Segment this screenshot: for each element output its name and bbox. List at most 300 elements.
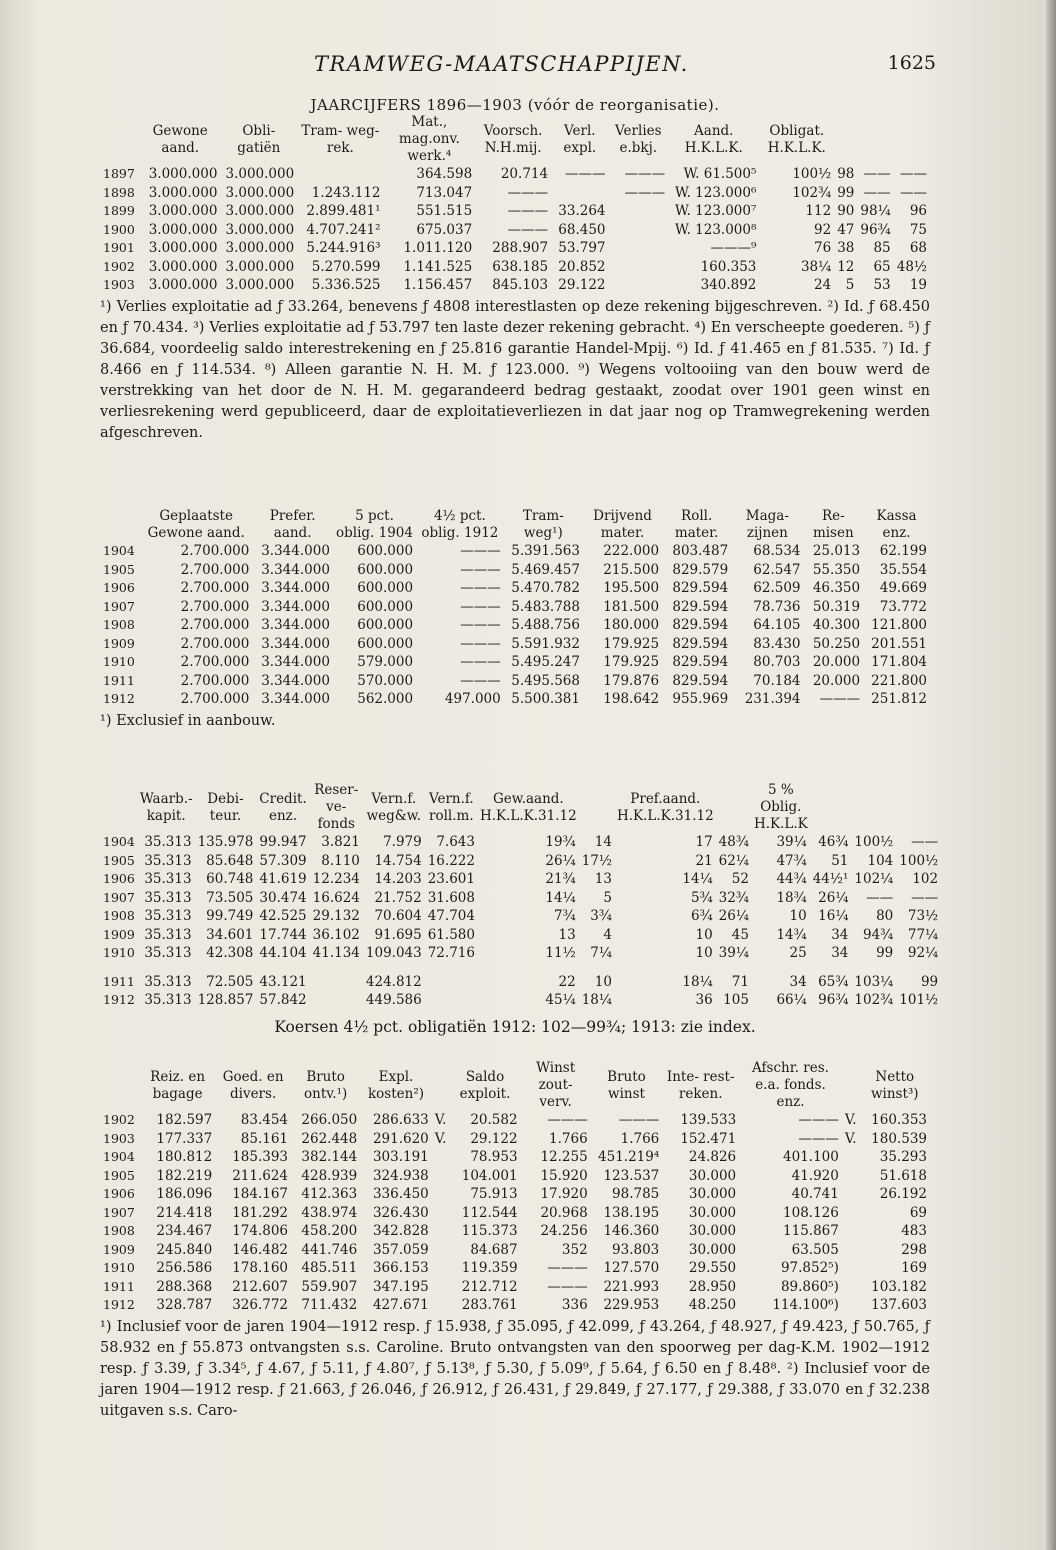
table1-cell: W. 123.000⁸	[675, 221, 757, 238]
table1-cell: 5.244.916³	[306, 240, 381, 256]
results-1902-1912-section	[100, 1060, 930, 1422]
table1-cell: 3.000.000	[225, 184, 295, 201]
table3-row	[100, 870, 941, 889]
table2-row	[100, 672, 930, 691]
table4-cell: 427.671	[372, 1297, 429, 1313]
table4-cell: 441.746	[301, 1241, 358, 1258]
table2-cell: 2.700.000	[180, 635, 250, 652]
table3-cell: 35.313	[144, 973, 192, 990]
table1-cell: 68	[909, 240, 927, 256]
table3-cell: 16.222	[427, 852, 475, 869]
table3-cell: 14¾	[776, 926, 807, 943]
table3-cell: 51	[831, 852, 849, 869]
table3-cell: 94¾	[863, 926, 894, 943]
table1-cell: 160.353	[700, 258, 757, 275]
table1-header: Obli- gatiën	[237, 122, 281, 156]
table4-cell: 35.293	[879, 1149, 927, 1165]
table2-cell: 5.495.247	[511, 654, 580, 670]
table1-cell: 3.000.000	[148, 240, 218, 256]
table4-cell: V.	[844, 1112, 857, 1128]
table1-cell: 33.264	[558, 203, 606, 219]
table1-cell: 38	[837, 240, 855, 256]
table4-cell: 326.772	[232, 1297, 289, 1313]
table2-cell: 562.000	[357, 691, 414, 707]
table4-cell: 177.337	[156, 1130, 213, 1147]
table2-cell: 5.500.381	[511, 691, 580, 707]
table3-cell: 45	[731, 926, 749, 943]
table2-cell: 2.700.000	[180, 561, 250, 578]
table4-cell: 366.153	[372, 1260, 429, 1276]
table4-cell	[432, 1148, 450, 1167]
table1-cell: 638.185	[492, 258, 549, 275]
table3-cell: 34	[831, 945, 849, 961]
table1-header: Gewone aand.	[152, 122, 208, 156]
table3-cell: 7.643	[436, 834, 475, 850]
table3-cell: 52	[731, 871, 749, 887]
table1-header: Voorsch. N.H.mij.	[483, 122, 543, 156]
table3-cell: 104	[867, 852, 894, 869]
table2-cell: 171.804	[871, 654, 927, 670]
table1-year-cell: 1898	[103, 184, 135, 200]
table4-cell: 347.195	[372, 1278, 429, 1295]
table1-cell	[297, 165, 383, 184]
table3-cell: 96¾	[818, 992, 849, 1008]
table4-header: Afschr. res. e.a. fonds. enz.	[752, 1060, 829, 1110]
table4-year-cell: 1908	[103, 1223, 135, 1238]
table3-cell: 36.102	[312, 926, 360, 943]
table1-cell: 3.000.000	[225, 166, 295, 182]
table2-year-cell: 1908	[103, 617, 135, 632]
table3-year-cell: 1908	[103, 908, 135, 923]
table4-cell: 51.618	[879, 1167, 927, 1184]
table3-cell: 21.752	[374, 889, 422, 906]
table2-year-cell: 1909	[103, 635, 135, 651]
table4-cell: 212.712	[461, 1278, 518, 1295]
table3-cell: 41.134	[312, 945, 360, 961]
table4-cell: 84.687	[470, 1241, 518, 1258]
table4-cell: ———	[547, 1278, 588, 1295]
table1-cell: 5.270.599	[311, 258, 381, 275]
table3-cell: 44½¹	[812, 871, 849, 887]
table1-cell: 98¼	[860, 203, 891, 219]
table3-cell: 99	[876, 945, 894, 961]
table3-header: Waarb.- kapit.	[139, 790, 193, 824]
table3-cell	[425, 991, 478, 1010]
table2-cell: 3.344.000	[261, 691, 330, 707]
table2-cell: ———	[460, 672, 501, 689]
table4-header: Goed. en divers.	[222, 1068, 284, 1102]
table3-year-cell: 1911	[103, 973, 135, 989]
table2-cell: 600.000	[357, 580, 414, 596]
table3-cell: 39¼	[776, 834, 807, 850]
table2-cell: 78.736	[753, 598, 801, 615]
table3-cell: 18¼	[682, 973, 713, 990]
table4-cell: 184.167	[232, 1186, 289, 1202]
table4-cell: 326.430	[372, 1204, 429, 1221]
table2-cell: 600.000	[357, 543, 414, 559]
table1-cell: 85	[873, 240, 891, 256]
table3-cell: 17.744	[259, 926, 307, 943]
table4-cell: 328.787	[156, 1297, 213, 1313]
table4-cell	[432, 1204, 450, 1223]
table1-cell: ——	[863, 184, 891, 201]
table3-cell: 5	[603, 889, 612, 906]
table4-cell: 24.826	[688, 1149, 737, 1165]
table3-cell: 35.313	[144, 871, 192, 887]
table3-cell: 21	[695, 852, 713, 869]
table4-cell: ———	[547, 1112, 588, 1128]
table1-cell: ———	[507, 203, 549, 219]
table4-cell: 63.505	[791, 1241, 839, 1258]
table2-header: Kassa enz.	[876, 508, 917, 541]
table2-year-cell: 1906	[103, 580, 135, 595]
table2-cell: 3.344.000	[261, 543, 330, 559]
table4-cell	[842, 1296, 860, 1315]
table3-cell: 101½	[899, 992, 939, 1008]
table2-cell: 62.547	[753, 561, 801, 578]
table1-cell: 98	[837, 166, 855, 182]
table4-cell: 115.373	[461, 1223, 518, 1239]
table3-cell: 11½	[545, 945, 576, 961]
table4-row	[100, 1148, 930, 1167]
table2-year-cell: 1912	[103, 691, 135, 706]
table2-year-cell: 1910	[103, 654, 135, 669]
table3-cell: 14¼	[682, 871, 713, 887]
table2-cell: 50.319	[812, 598, 861, 615]
table3-header: Vern.f. weg&w.	[366, 790, 422, 824]
table3-row	[100, 852, 941, 871]
table1-cell: 53	[873, 277, 891, 293]
table3-cell	[425, 963, 478, 992]
table3-cell: 26¼	[718, 908, 749, 924]
table4-row	[100, 1278, 930, 1297]
table3-cell: 61.580	[427, 926, 475, 943]
table3-cell: 47.704	[427, 908, 475, 924]
table1-cell: 845.103	[492, 277, 549, 293]
table2-cell: ———	[460, 635, 501, 652]
reserves-koersen-section	[100, 782, 939, 1010]
table1-cell: ———	[507, 221, 549, 238]
table2-cell: ———	[460, 617, 501, 633]
table2-row	[100, 579, 930, 598]
table4-cell	[432, 1259, 450, 1278]
table1-header: Aand. H.K.L.K.	[684, 122, 743, 156]
table4-row	[100, 1185, 930, 1204]
table4-cell: 229.953	[603, 1297, 660, 1313]
table4-cell: 114.100⁶)	[772, 1297, 839, 1313]
table3-cell: 103¼	[854, 973, 894, 990]
table3-cell: 91.695	[374, 926, 422, 943]
table2-cell: 179.876	[603, 672, 660, 689]
table3-cell: 8.110	[321, 852, 360, 869]
table3-cell: 102¾	[854, 992, 894, 1008]
table1-cell: 3.000.000	[148, 221, 218, 238]
table2-row	[100, 561, 930, 580]
table3-cell: 6¾	[690, 908, 713, 924]
table4-cell: 40.741	[791, 1186, 839, 1202]
table3-cell: 72.505	[206, 973, 254, 990]
table2-cell: 179.925	[603, 635, 660, 652]
table4-header	[100, 1060, 140, 1111]
table1-cell: 4.707.241²	[306, 221, 381, 238]
table2-header: Re- misen	[812, 508, 854, 541]
table3-cell: 16¼	[818, 908, 849, 924]
table4-cell	[842, 1259, 860, 1278]
table4-row	[100, 1111, 930, 1130]
table3-cell: 3¾	[590, 908, 612, 924]
table3-cell: 35.313	[144, 926, 192, 943]
table3-cell: 35.313	[144, 889, 192, 906]
table3-cell: 102	[912, 871, 939, 887]
table3-cell: ——	[911, 889, 939, 906]
table2-cell: 3.344.000	[261, 617, 330, 633]
table2-year-cell: 1904	[103, 543, 135, 558]
table4	[100, 1060, 930, 1315]
table3-cell: ——	[866, 889, 894, 906]
table3-header: Debi- teur.	[207, 790, 244, 824]
table1-cell: 1.243.112	[311, 184, 381, 201]
table4-cell: ———	[618, 1112, 660, 1128]
table1-row	[100, 239, 930, 258]
table1-cell: 112	[805, 203, 832, 219]
table2-cell: 62.509	[753, 580, 801, 596]
table3-cell: 13	[594, 871, 612, 887]
table4-year-cell: 1905	[103, 1167, 135, 1183]
table4-year-cell: 1904	[103, 1149, 135, 1164]
table4-cell: 115.867	[783, 1223, 839, 1239]
table2-cell: 40.300	[812, 617, 861, 633]
table4-cell: 324.938	[372, 1167, 429, 1184]
table1-cell: 100½	[792, 166, 832, 182]
table2-row	[100, 690, 930, 709]
table4-notes: ¹) Inclusief voor de jaren 1904—1912 resp. ƒ 15.938, ƒ 35.095, ƒ 42.099, ƒ 43.264, ƒ 48.927, ƒ 49.423, ƒ 50.765, ƒ 58.932 en ƒ 55.873 ontvangsten s.s. Caroline. Bruto ontvangsten van den spoorweg per dag-K.M. 1902—1912 resp. ƒ 3.39, ƒ 3.34⁵, ƒ 4.67, ƒ 5.11, ƒ 4.80⁷, ƒ 5.13⁸, ƒ 5.30, ƒ 5.09⁹, ƒ 5.64, ƒ 6.50 en ƒ 8.48⁸. ²) Inclusief voor de jaren 1904—1912 resp. ƒ 21.663, ƒ 26.046, ƒ 26.912, ƒ 26.431, ƒ 29.849, ƒ 27.177, ƒ 29.388, ƒ 33.070 en ƒ 32.238 uitgaven s.s. Caro-	[100, 1318, 930, 1419]
table2-cell: 2.700.000	[180, 598, 250, 615]
table4-cell: 485.511	[301, 1260, 358, 1276]
table4-row	[100, 1204, 930, 1223]
table3-cell: 14¼	[545, 889, 576, 906]
table1-cell: 20.714	[500, 166, 549, 182]
table4-cell: 29.550	[688, 1260, 737, 1276]
table3-cell	[310, 963, 363, 992]
table4-cell: 12.255	[540, 1149, 588, 1165]
table3-cell: 77¼	[907, 926, 939, 943]
table3-cell: 10	[789, 908, 807, 924]
table3-cell: 17	[695, 834, 713, 850]
table2-cell: ———	[819, 691, 861, 707]
table2-cell: 62.199	[879, 543, 927, 559]
table2-cell: 829.594	[672, 672, 729, 689]
table2-cell: 955.969	[672, 691, 729, 707]
table3-year-cell: 1909	[103, 926, 135, 942]
table2-cell: 251.812	[871, 691, 927, 707]
running-title: TRAMWEG-MAATSCHAPPIJEN.	[314, 52, 689, 76]
table4-cell: 48.250	[688, 1297, 737, 1313]
table2-cell: 198.642	[603, 691, 660, 707]
table2-cell: 50.250	[812, 635, 861, 652]
table4-cell: 298	[901, 1241, 927, 1258]
table3-cell: 31.608	[427, 889, 475, 906]
table1-cell: 38¼	[800, 258, 832, 275]
table3-cell: 14.203	[374, 871, 422, 887]
table4-cell: 283.761	[461, 1297, 518, 1313]
table2-cell: 829.594	[672, 635, 729, 652]
table3-cell: 47¾	[776, 852, 807, 869]
table4-cell: 291.620	[372, 1130, 429, 1147]
table1-cell: ———	[624, 166, 666, 182]
table4-cell: 30.000	[688, 1186, 737, 1202]
table3-cell: 18¾	[776, 889, 807, 906]
table1-year-cell: 1900	[103, 221, 135, 237]
table1-header	[100, 114, 140, 165]
table3-cell: 16.624	[312, 889, 360, 906]
table2-cell: 3.344.000	[261, 561, 330, 578]
table1-year-cell: 1902	[103, 258, 135, 274]
table4-cell	[432, 1167, 450, 1186]
table4-cell: 104.001	[461, 1167, 518, 1184]
table1-notes: ¹) Verlies exploitatie ad ƒ 33.264, benevens ƒ 4808 interestlasten op deze rekening bijgeschreven. ²) Id. ƒ 68.450 en ƒ 70.434. ³) Verlies exploitatie ad ƒ 53.797 ten laste dezer rekening gebracht. ⁴) En verscheepte goederen. ⁵) ƒ 36.684, voordeelig saldo interestrekening en ƒ 25.816 garantie Handel-Mpij. ⁶) Id. ƒ 41.465 en ƒ 81.535. ⁷) Id. ƒ 8.466 en ƒ 114.534. ⁸) Alleen garantie N. H. M. ƒ 123.000. ⁹) Wegens voltooiing van den bouw werd de verstrekking van het door de N. H. M. gegarandeerd bedrag gestaakt, zoodat over 1901 geen winst en verliesrekening werd gepubliceerd, daar de exploitatieverliezen in dat jaar nog op Tramwegrekening werden afgeschreven.	[100, 298, 930, 441]
table2-cell: 829.594	[672, 617, 729, 633]
table4-cell: 93.803	[612, 1241, 660, 1258]
table3-cell: 65¾	[818, 973, 849, 990]
table2-cell: 55.350	[812, 561, 861, 578]
table2-cell: 570.000	[357, 672, 414, 689]
table2-cell: 600.000	[357, 598, 414, 615]
table4-cell: 138.195	[603, 1204, 660, 1221]
table3-cell: 66¼	[776, 992, 807, 1008]
table4-header: Bruto winst	[607, 1068, 646, 1102]
table2-cell: 2.700.000	[180, 617, 250, 633]
table4-cell: 98.785	[612, 1186, 660, 1202]
table2-cell: 64.105	[753, 617, 801, 633]
table2-header	[100, 508, 140, 542]
table4-header: Expl. kosten²)	[367, 1068, 425, 1102]
table2-cell: 5.488.756	[511, 617, 580, 633]
table3-row	[100, 833, 941, 852]
table1-cell: 3.000.000	[225, 203, 295, 219]
table4-cell	[842, 1167, 860, 1186]
table3-cell: 99.749	[206, 908, 254, 924]
table3-cell: 100½	[899, 852, 939, 869]
table2-cell: 600.000	[357, 617, 414, 633]
table4-cell: 15.920	[540, 1167, 588, 1184]
table4-cell: 182.597	[156, 1112, 213, 1128]
table1-cell: W. 123.000⁶	[675, 184, 757, 201]
table3	[100, 782, 941, 1010]
table4-cell: 1.766	[549, 1130, 588, 1147]
table3-header: 5 % Oblig. H.K.L.K	[753, 782, 808, 832]
table2-cell: 25.013	[812, 543, 861, 559]
table4-year-cell: 1907	[103, 1204, 135, 1220]
table3-header: Gew.aand. H.K.L.K.31.12	[479, 790, 577, 824]
table3-cell: ——	[911, 834, 939, 850]
table3-cell: 105	[723, 992, 749, 1008]
table3-year-cell: 1906	[103, 871, 135, 886]
table3-header: Vern.f. roll.m.	[428, 790, 474, 824]
table4-cell: V.	[434, 1130, 447, 1147]
table4-cell: 303.191	[372, 1149, 429, 1165]
table2-cell: 600.000	[357, 561, 414, 578]
table4-cell: 139.533	[680, 1112, 737, 1128]
table2-cell: 497.000	[444, 691, 501, 707]
table2-cell: 2.700.000	[180, 672, 250, 689]
table1-cell: 1.156.457	[403, 277, 473, 293]
table3-cell: 14.754	[374, 852, 422, 869]
table2-header: Tram- weg¹)	[522, 508, 564, 541]
table3-row	[100, 907, 941, 926]
table3-header: Reser- ve-fonds	[314, 782, 359, 832]
table4-cell: 266.050	[301, 1112, 358, 1128]
table4-cell: 28.950	[688, 1278, 737, 1295]
table1-cell: ———⁹	[710, 240, 757, 256]
table2-cell: 35.554	[879, 561, 927, 578]
table1-cell: ———	[565, 166, 606, 182]
table1-cell: 551.515	[416, 203, 473, 219]
table4-cell: 30.000	[688, 1204, 737, 1221]
table4-cell	[432, 1296, 450, 1315]
table4-cell: 26.192	[879, 1186, 927, 1202]
table3-year-cell: 1910	[103, 945, 135, 960]
table3-cell: 45¼	[545, 992, 576, 1008]
table3-cell: 46¾	[818, 834, 849, 850]
table3-cell: 99	[920, 973, 939, 990]
table1-cell: 48½	[896, 258, 927, 275]
table4-header: Bruto ontv.¹)	[304, 1068, 348, 1102]
table2-cell: 215.500	[603, 561, 660, 578]
table1-cell: 102¾	[792, 184, 832, 201]
table2-header: 5 pct. oblig. 1904	[336, 508, 413, 541]
table3-header	[716, 782, 752, 833]
table4-row	[100, 1167, 930, 1186]
table2-cell: 222.000	[603, 543, 660, 559]
table3-cell: 10	[695, 945, 713, 961]
table1-cell: 1.141.525	[403, 258, 473, 275]
table2-cell: 5.483.788	[511, 598, 580, 615]
table4-cell: 123.537	[603, 1167, 660, 1184]
table4-header: Inte- rest- reken.	[666, 1068, 735, 1102]
table3-cell: 57.309	[259, 852, 307, 869]
table3-cell: 35.313	[144, 834, 192, 850]
table4-cell: 108.126	[783, 1204, 839, 1221]
table2-cell: 180.000	[603, 617, 660, 633]
table1-year-cell: 1897	[103, 166, 135, 181]
table2-cell: 221.800	[871, 672, 927, 689]
table1-cell	[609, 258, 669, 277]
table2-note: ¹) Exclusief in aanbouw.	[100, 712, 276, 729]
table3-cell: 41.619	[259, 871, 307, 887]
table2-cell: 20.000	[812, 672, 861, 689]
table1-cell: 3.000.000	[148, 258, 218, 275]
table1-cell: 19	[909, 277, 927, 293]
table3-cell: 12.234	[312, 871, 360, 887]
table3-cell: 5¾	[690, 889, 713, 906]
table3-cell: 23.601	[427, 871, 475, 887]
table2-cell: ———	[460, 598, 501, 615]
table3-cell: 92¼	[907, 945, 939, 961]
table4-cell	[432, 1185, 450, 1204]
table2-cell: 2.700.000	[180, 691, 250, 707]
table1-cell: 96	[909, 203, 927, 219]
table3-cell: 44¾	[776, 871, 807, 887]
table4-cell: 119.359	[461, 1260, 518, 1276]
table2-cell: 829.594	[672, 598, 729, 615]
table3-cell: 100½	[854, 834, 894, 850]
table1-cell: ——	[900, 184, 927, 201]
table4-cell: 336	[561, 1297, 588, 1313]
table2-cell: ———	[460, 580, 501, 596]
table3-header	[579, 782, 615, 833]
table2-year-cell: 1907	[103, 598, 135, 614]
table3-header	[100, 782, 138, 833]
